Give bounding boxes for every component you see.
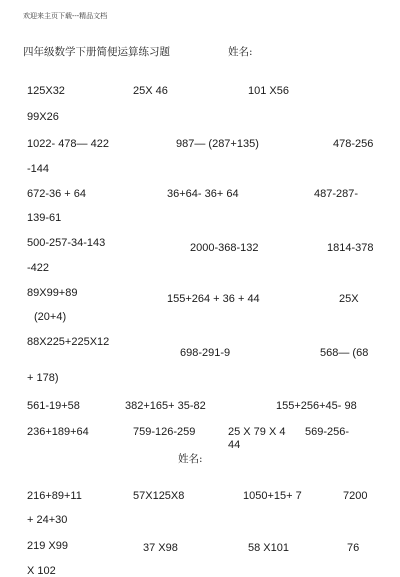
problem-r9e: + 24+30 xyxy=(27,514,68,526)
problem-r6d: + 178) xyxy=(27,372,59,384)
problem-r2b: 987— (287+135) xyxy=(176,138,259,150)
problem-r1b: 25X 46 xyxy=(133,85,168,97)
problem-r7c: 155+256+45- 98 xyxy=(276,400,357,412)
page-title: 四年级数学下册简便运算练习题 xyxy=(23,46,170,58)
problem-r5b: 155+264 + 36 + 44 xyxy=(167,293,260,305)
problem-r2c: 478-256 xyxy=(333,138,374,150)
problem-r10c: 58 X101 xyxy=(248,542,289,554)
problem-r3a: 672-36 + 64 xyxy=(27,188,87,200)
problem-r5a: 89X99+89 xyxy=(27,287,78,299)
problem-r3c: 487-287- xyxy=(314,188,359,200)
problem-r7a: 561-19+58 xyxy=(27,400,80,412)
problem-r1d: 99X26 xyxy=(27,111,59,123)
problem-r4c: 1814-378 xyxy=(327,242,374,254)
problem-r10d: 76 xyxy=(347,542,360,554)
problem-r3d: 139-61 xyxy=(27,212,62,224)
problem-r6a: 88X225+225X12 xyxy=(27,336,110,348)
page-header: 欢迎来主页下载---精品文档 xyxy=(23,12,108,20)
problem-r4a: 500-257-34-143 xyxy=(27,237,106,249)
problem-r6c: 568— (68 xyxy=(320,347,369,359)
problem-r7b: 382+165+ 35-82 xyxy=(125,400,206,412)
problem-r8b: 759-126-259 xyxy=(133,426,196,438)
problem-r9a: 216+89+11 xyxy=(27,490,82,502)
name-label-mid: 姓名: xyxy=(178,453,203,465)
problem-r8e: 569-256- xyxy=(305,426,350,438)
problem-r9d: 7200 xyxy=(343,490,368,502)
problem-r2a: 1022- 478— 422 xyxy=(27,138,109,150)
problem-r1a: 125X32 xyxy=(27,85,65,97)
problem-r8d: 44 xyxy=(228,439,241,451)
name-label: 姓名: xyxy=(228,46,253,58)
problem-r3b: 36+64- 36+ 64 xyxy=(167,188,239,200)
problem-r10e: X 102 xyxy=(27,565,56,577)
problem-r8c: 25 X 79 X 4 xyxy=(228,426,286,438)
problem-r5d: (20+4) xyxy=(34,311,67,323)
problem-r9c: 1050+15+ 7 xyxy=(243,490,302,502)
problem-r4d: -422 xyxy=(27,262,50,274)
problem-r9b: 57X125X8 xyxy=(133,490,185,502)
problem-r4b: 2000-368-132 xyxy=(190,242,259,254)
problem-r2d: -144 xyxy=(27,163,50,175)
problem-r10b: 37 X98 xyxy=(143,542,178,554)
problem-r8a: 236+189+64 xyxy=(27,426,89,438)
problem-r1c: 101 X56 xyxy=(248,85,289,97)
problem-r6b: 698-291-9 xyxy=(180,347,231,359)
problem-r10a: 219 X99 xyxy=(27,540,68,552)
problem-r5c: 25X xyxy=(339,293,359,305)
